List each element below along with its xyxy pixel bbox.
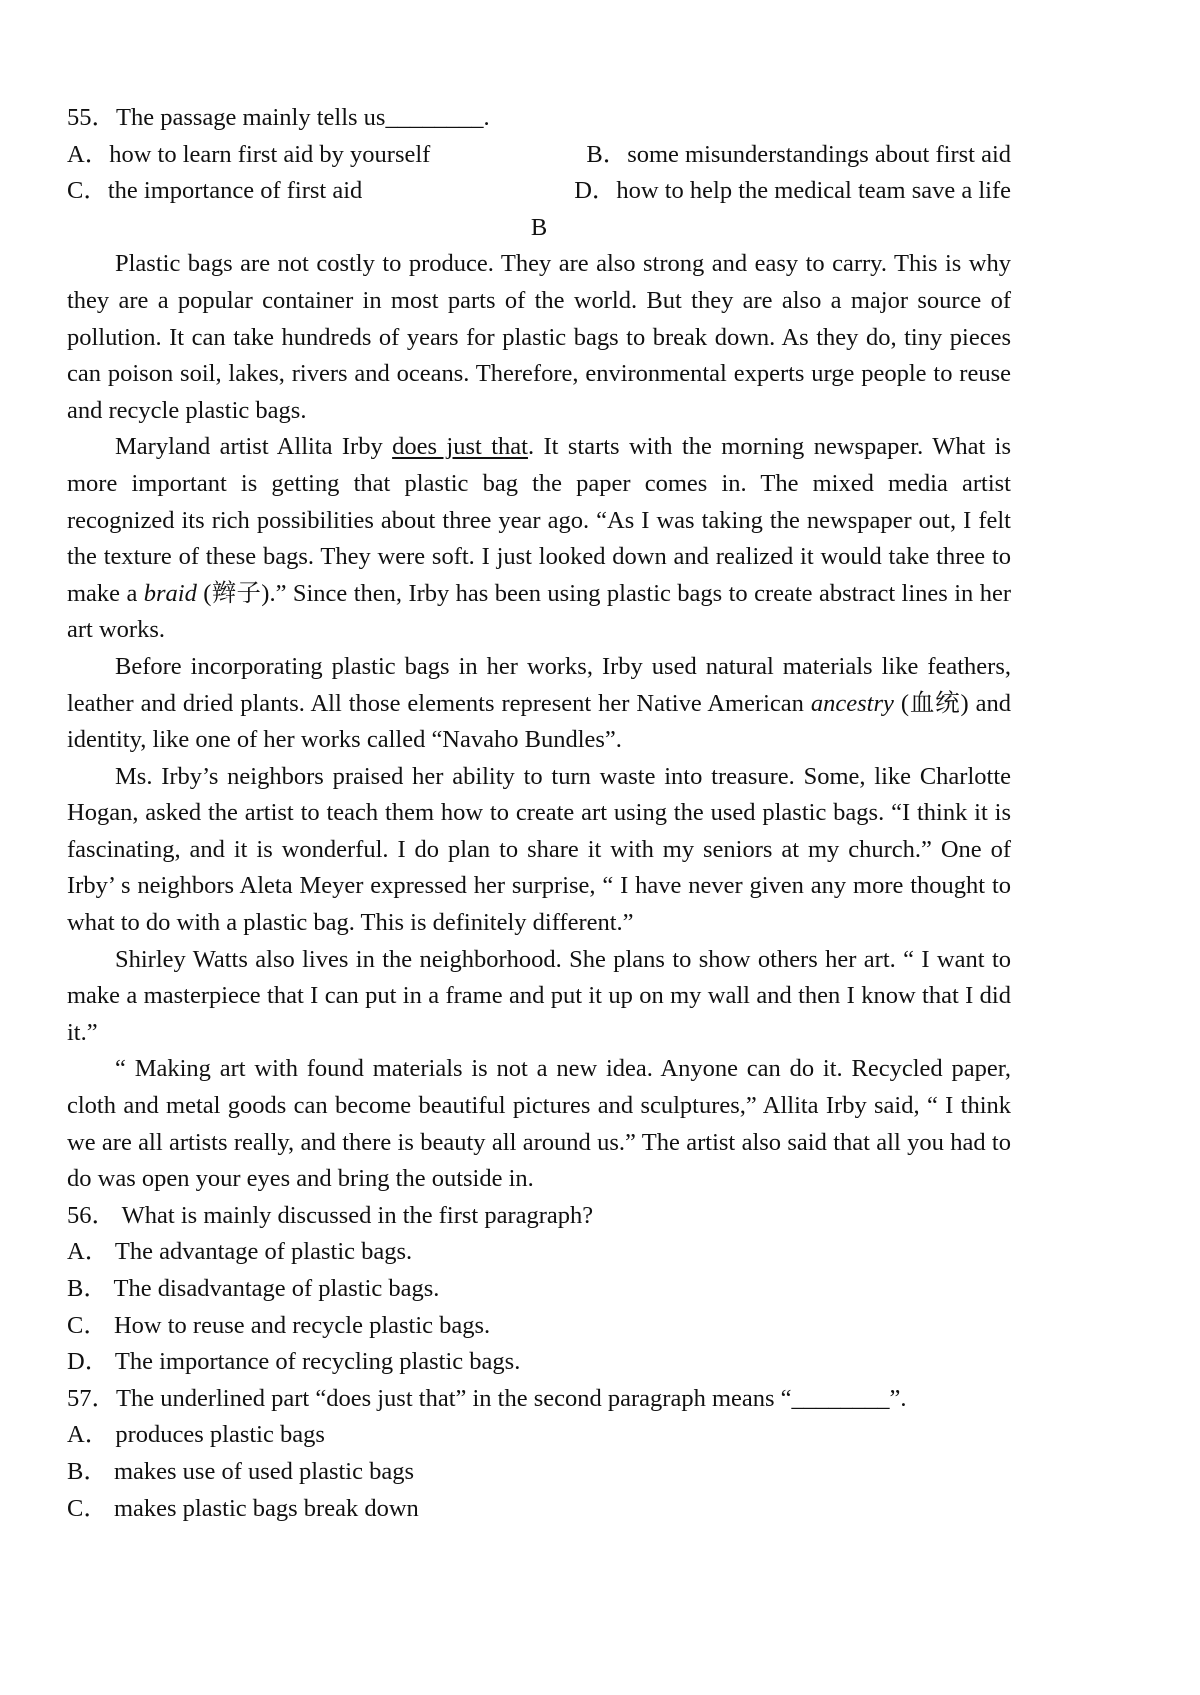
exam-page — [67, 100, 1011, 1527]
p3-text-before: Before incorporating plastic bags in her works, Irby used natural materials like feathers, leather and dried plants. All those elements represent her Native American — [67, 652, 1011, 717]
q56-option-b: B． The disadvantage of plastic bags. — [67, 1275, 440, 1302]
q57-option-a: A． produces plastic bags — [67, 1421, 325, 1449]
q56-option-d: D． The importance of recycling plastic bags. — [67, 1348, 521, 1376]
italic-word-braid: braid — [143, 579, 197, 607]
p2-text-before: Maryland artist Allita Irby — [115, 433, 393, 461]
reading-passage — [67, 246, 1011, 1197]
q55-option-c: C．the importance of first aid — [67, 177, 363, 205]
p3-text-after: (血统) and identity, like one of her works called “Navaho Bundles”. — [67, 689, 1011, 754]
q57-option-b: B． makes use of used plastic bags — [67, 1457, 415, 1485]
q55-options-row-1 — [67, 137, 1011, 174]
passage-paragraph-3 — [67, 649, 1011, 759]
p2-text-mid: . It starts with the morning newspaper. What is more important is getting that plastic bag the paper comes in. The mixed media artist recognized its rich possibilities about three year ago. “As I was taking the newspaper out, I felt the texture of these bags. They were soft. I just looked down and realized it would take three to make a — [67, 433, 1011, 607]
q55-option-a: A．how to learn first aid by yourself — [67, 140, 431, 168]
section-heading: B — [530, 213, 548, 241]
underlined-phrase: does just that — [392, 433, 528, 461]
q56-option-c: C． How to reuse and recycle plastic bags. — [67, 1311, 491, 1339]
q56-stem: 56． What is mainly discussed in the first paragraph? — [67, 1201, 594, 1229]
q55-stem: 55．The passage mainly tells us________. — [67, 104, 490, 131]
passage-paragraph-4: Ms. Irby’s neighbors praised her ability to turn waste into treasure. Some, like Charlotte Hogan, asked the artist to teach them how to create art using the used plastic bags. “I think it is fascinating, and it is wonderful. I do plan to share it with my seniors at my church.” One of Irby’ s neighbors Aleta Meyer expressed her surprise, “ I have never given any more thought to what to do with a plastic bag. This is definitely different.” — [67, 762, 1011, 937]
q55-option-d: D．how to help the medical team save a life — [574, 177, 1011, 205]
italic-word-ancestry: ancestry — [810, 689, 894, 717]
passage-paragraph-1: Plastic bags are not costly to produce. They are also strong and easy to carry. This is why they are a popular container in most parts of the world. But they are also a major source of pollution. It can take hundreds of years for plastic bags to break down. As they do, tiny pieces can poison soil, lakes, rivers and oceans. Therefore, environmental experts urge people to reuse and recycle plastic bags. — [67, 250, 1011, 424]
q55-options-row-2 — [67, 173, 1011, 210]
p2-text-after: (辫子).” Since then, Irby has been using plastic bags to create abstract lines in her art works. — [67, 579, 1011, 644]
q57-option-c: C． makes plastic bags break down — [67, 1494, 419, 1522]
passage-paragraph-6: “ Making art with found materials is not a new idea. Anyone can do it. Recycled paper, cloth and metal goods can become beautiful pictures and sculptures,” Allita Irby said, “ I think we are all artists really, and there is beauty all around us.” The artist also said that all you had to do was open your eyes and bring the outside in. — [67, 1055, 1011, 1193]
q57-stem: 57．The underlined part “does just that” in the second paragraph means “________”. — [67, 1384, 907, 1412]
passage-paragraph-5: Shirley Watts also lives in the neighborhood. She plans to show others her art. “ I want to make a masterpiece that I can put in a frame and put it up on my wall and then I know that I did it.” — [67, 945, 1011, 1046]
q56-option-a: A． The advantage of plastic bags. — [67, 1238, 413, 1266]
q55-option-b: B．some misunderstandings about first aid — [586, 140, 1011, 168]
passage-paragraph-2 — [67, 429, 1011, 649]
